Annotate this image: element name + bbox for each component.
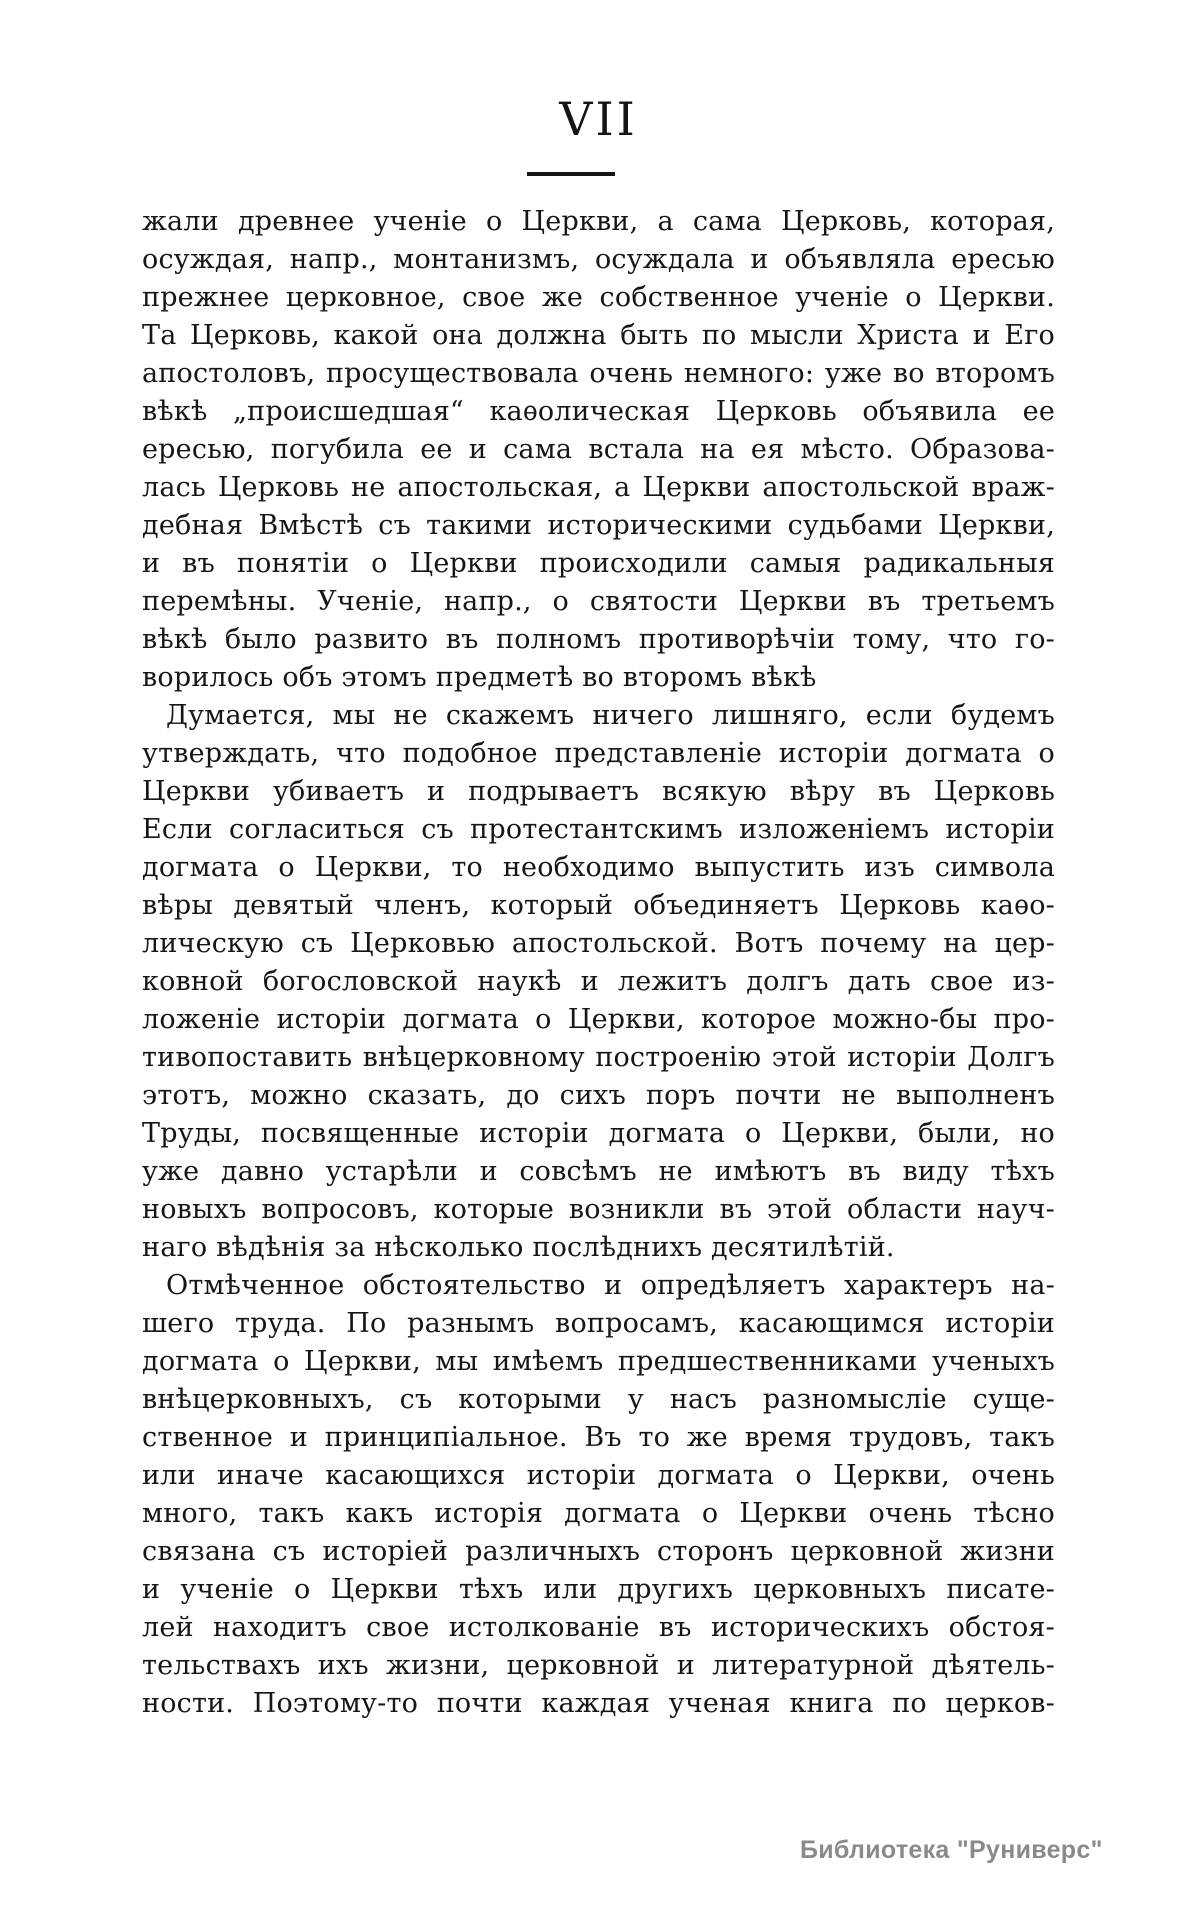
text-line: ложеніе исторіи догмата о Церкви, которое можно-бы про-	[142, 1004, 1055, 1035]
text-line: этотъ, можно сказать, до сихъ поръ почти не выполненъ	[142, 1080, 1055, 1111]
text-line: внѣцерковныхъ, съ которыми у насъ разномысліе суще-	[142, 1384, 1055, 1415]
text-line: и ученіе о Церкви тѣхъ или другихъ церковныхъ писате-	[142, 1574, 1055, 1605]
text-line: Церкви убиваетъ и подрываетъ всякую вѣру въ Церковь	[142, 776, 1055, 807]
text-line: наго вѣдѣнія за нѣсколько послѣднихъ десятилѣтій.	[142, 1232, 895, 1263]
text-line: Труды, посвященные исторіи догмата о Церкви, были, но	[142, 1118, 1055, 1149]
paragraph	[142, 203, 1055, 697]
text-line: тивопоставить внѣцерковному построенію этой исторіи Долгъ	[142, 1042, 1055, 1073]
text-line: шего труда. По разнымъ вопросамъ, касающимся исторіи	[142, 1308, 1055, 1339]
text-line: утверждать, что подобное представленіе исторіи догмата о	[142, 738, 1055, 769]
text-line: лась Церковь не апостольская, а Церкви апостольской враж-	[142, 472, 1055, 503]
text-line: Та Церковь, какой она должна быть по мысли Христа и Его	[142, 320, 1055, 351]
text-line: Если согласиться съ протестантскимъ изложеніемъ исторіи	[142, 814, 1055, 845]
text-line: вѣры девятый членъ, который объединяетъ Церковь каѳо-	[142, 890, 1055, 921]
text-line: прежнее церковное, свое же собственное ученіе о Церкви.	[142, 282, 1055, 313]
text-line: уже давно устарѣли и совсѣмъ не имѣютъ въ виду тѣхъ	[142, 1156, 1055, 1187]
text-line: лическую съ Церковью апостольской. Вотъ почему на цер-	[142, 928, 1055, 959]
paragraph	[142, 1267, 1055, 1723]
text-line: или иначе касающихся исторіи догмата о Церкви, очень	[142, 1460, 1055, 1491]
text-line: связана съ исторіей различныхъ сторонъ церковной жизни	[142, 1536, 1055, 1567]
text-line: дебная Вмѣстѣ съ такими историческими судьбами Церкви,	[142, 510, 1055, 541]
text-line: Отмѣченное обстоятельство и опредѣляетъ характеръ на-	[166, 1270, 1055, 1301]
text-line: вѣкѣ было развито въ полномъ противорѣчіи тому, что го-	[142, 624, 1055, 655]
text-line: ересью, погубила ее и сама встала на ея мѣсто. Образова-	[142, 434, 1055, 465]
text-line: догмата о Церкви, то необходимо выпустить изъ символа	[142, 852, 1055, 883]
text-line: осуждая, напр., монтанизмъ, осуждала и объявляла ересью	[142, 244, 1055, 275]
text-line: тельствахъ ихъ жизни, церковной и литературной дѣятель-	[142, 1650, 1055, 1681]
text-line: перемѣны. Ученіе, напр., о святости Церкви въ третьемъ	[142, 586, 1055, 617]
text-line: лей находитъ свое истолкованіе въ историческихъ обстоя-	[142, 1612, 1055, 1643]
text-block	[142, 203, 1055, 1723]
text-line: ственное и принципіальное. Въ то же время трудовъ, такъ	[142, 1422, 1055, 1453]
text-line: ности. Поэтому-то почти каждая ученая книга по церков-	[142, 1688, 1055, 1719]
text-line: догмата о Церкви, мы имѣемъ предшественниками ученыхъ	[142, 1346, 1055, 1377]
text-line: Думается, мы не скажемъ ничего лишняго, если будемъ	[166, 700, 1055, 731]
text-line: и въ понятіи о Церкви происходили самыя радикальныя	[142, 548, 1055, 579]
text-line: ковной богословской наукѣ и лежитъ долгъ дать свое из-	[142, 966, 1055, 997]
page-number-roman: VII	[559, 92, 638, 146]
paragraph	[142, 697, 1055, 1267]
text-line: ворилось объ этомъ предметѣ во второмъ вѣкѣ	[142, 662, 817, 693]
library-watermark: Библиотека "Руниверс"	[800, 1836, 1103, 1864]
text-line: новыхъ вопросовъ, которые возникли въ этой области науч-	[142, 1194, 1055, 1225]
text-line: много, такъ какъ исторія догмата о Церкви очень тѣсно	[142, 1498, 1055, 1529]
page-number-underline	[527, 172, 615, 176]
text-line: жали древнее ученіе о Церкви, а сама Церковь, которая,	[142, 206, 1055, 237]
text-line: вѣкѣ „происшедшая“ каѳолическая Церковь объявила ее	[142, 396, 1055, 427]
text-line: апостоловъ, просуществовала очень немного: уже во второмъ	[142, 358, 1055, 389]
